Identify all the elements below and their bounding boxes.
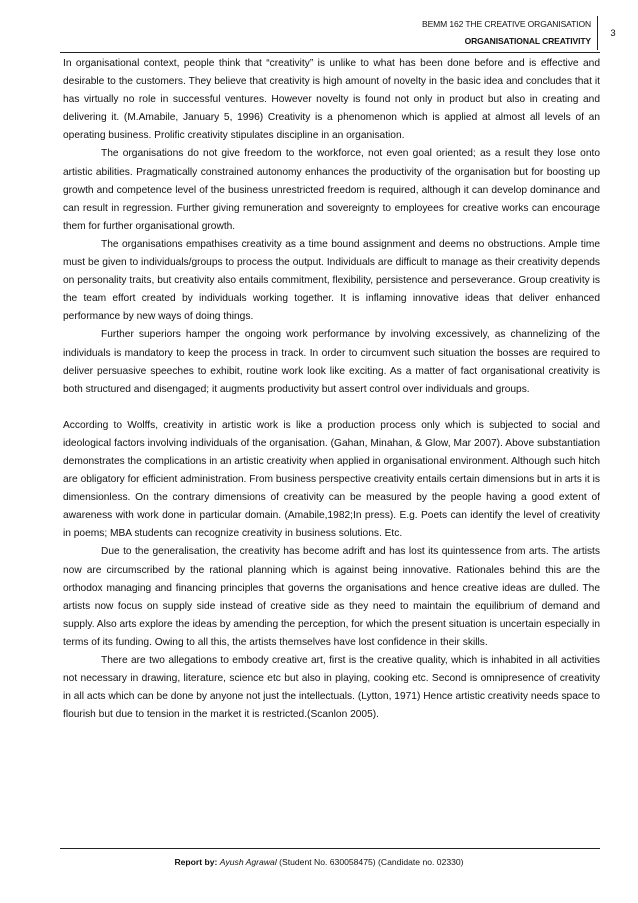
page-number: 3 [610,28,616,39]
document-body [63,55,600,724]
footer-label: Report by: [174,857,218,867]
header-title: BEMM 162 THE CREATIVE ORGANISATION [422,19,591,29]
footer-details: (Student No. 630058475) (Candidate no. 02330) [279,857,464,867]
running-header [351,16,598,50]
paragraph-gap [63,399,600,417]
header-divider [60,52,600,53]
footer-divider [60,848,600,849]
paragraph-3: The organisations empathises creativity as a time bound assignment and deems no obstructions. Ample time must be given to individuals/groups to process the output. Individuals are difficult to manage as their creativity depends on personality traits, but creativity also entails commitment, flexibility, persistence and perseverance. Group creativity is the team effort created by individuals working together. It is inflaming innovative ideas that deliver enhanced performance by new ways of doing things. [63,238,600,323]
header-subtitle: ORGANISATIONAL CREATIVITY [464,36,591,46]
page-footer [0,857,638,867]
paragraph-7: There are two allegations to embody creative art, first is the creative quality, which is inhabited in all activities not necessary in drawing, literature, science etc but also in playing, cooking etc. Second is omnipresence of creativity in all acts which can be done by anyone not just the intellectuals. (Lytton, 1971) Hence artistic creativity needs space to flourish but due to tension in the market it is restricted.(Scanlon 2005). [63,655,600,721]
footer-author: Ayush Agrawal [219,857,277,867]
paragraph-1: In organisational context, people think that “creativity” is unlike to what has been done before and is effective and desirable to the customers. They believe that creativity is high amount of novelty in the basic idea and concludes that it has virtually no role in successful ventures. However novelty is found not only in product but also in creating and delivering it. (M.Amabile, January 5, 1996) Creativity is a phenomenon which is applied at almost all levels of an operating business. Prolific creativity stipulates discipline in an organisation. [63,58,600,142]
paragraph-2: The organisations do not give freedom to the workforce, not even goal oriented; as a result they lose onto artistic abilities. Pragmatically constrained autonomy enhances the productivity of the organisation but for boosting up growth and competence level of the business unrestricted freedom is required, although it can develop dominance and can result in regression. Further giving remuneration and sovereignty to employees for creative works can encourage them for further organisational growth. [63,148,600,232]
paragraph-5: According to Wolffs, creativity in artistic work is like a production process only which is subjected to social and ideological factors involving individuals of the organisation. (Gahan, Minahan, & Glow, Mar 2007). Above substantiation demonstrates the complications in an artistic creativity when applied in organisational environment. Although such hitch are obligatory for efficient administration. From business perspective creativity entails certain dimensions but in arts it is dimensionless. On the contrary dimensions of creativity can be measured by the people having a good extent of awareness with work done in particular domain. (Amabile,1982;In press). E.g. Poets can identify the level of creativity in poems; MBA students can recognize creativity in business solutions. Etc. [63,419,600,540]
paragraph-4: Further superiors hamper the ongoing work performance by involving excessively, as channelizing of the individuals is mandatory to keep the process in track. In order to circumvent such situation the bosses are required to deliver persuasive speeches to exhibit, routine work look like exciting. As a matter of fact organisational creativity is both structured and disengaged; it augments productivity but assert control over individuals and groups. [63,329,600,395]
paragraph-6: Due to the generalisation, the creativity has become adrift and has lost its quintessence from arts. The artists now are circumscribed by the rational planning which is against being innovative. Rationales behind this are the orthodox managing and financing principles that governs the organisations and hence creative ideas are dulled. The artists now focus on supply side instead of creative side as they need to maintain the equilibrium of demand and supply. Also arts explore the ideas by amending the perception, for which the present situation is uncertain especially in terms of its funding. Owing to all this, the artists themselves have lost confidence in their skills. [63,546,600,648]
